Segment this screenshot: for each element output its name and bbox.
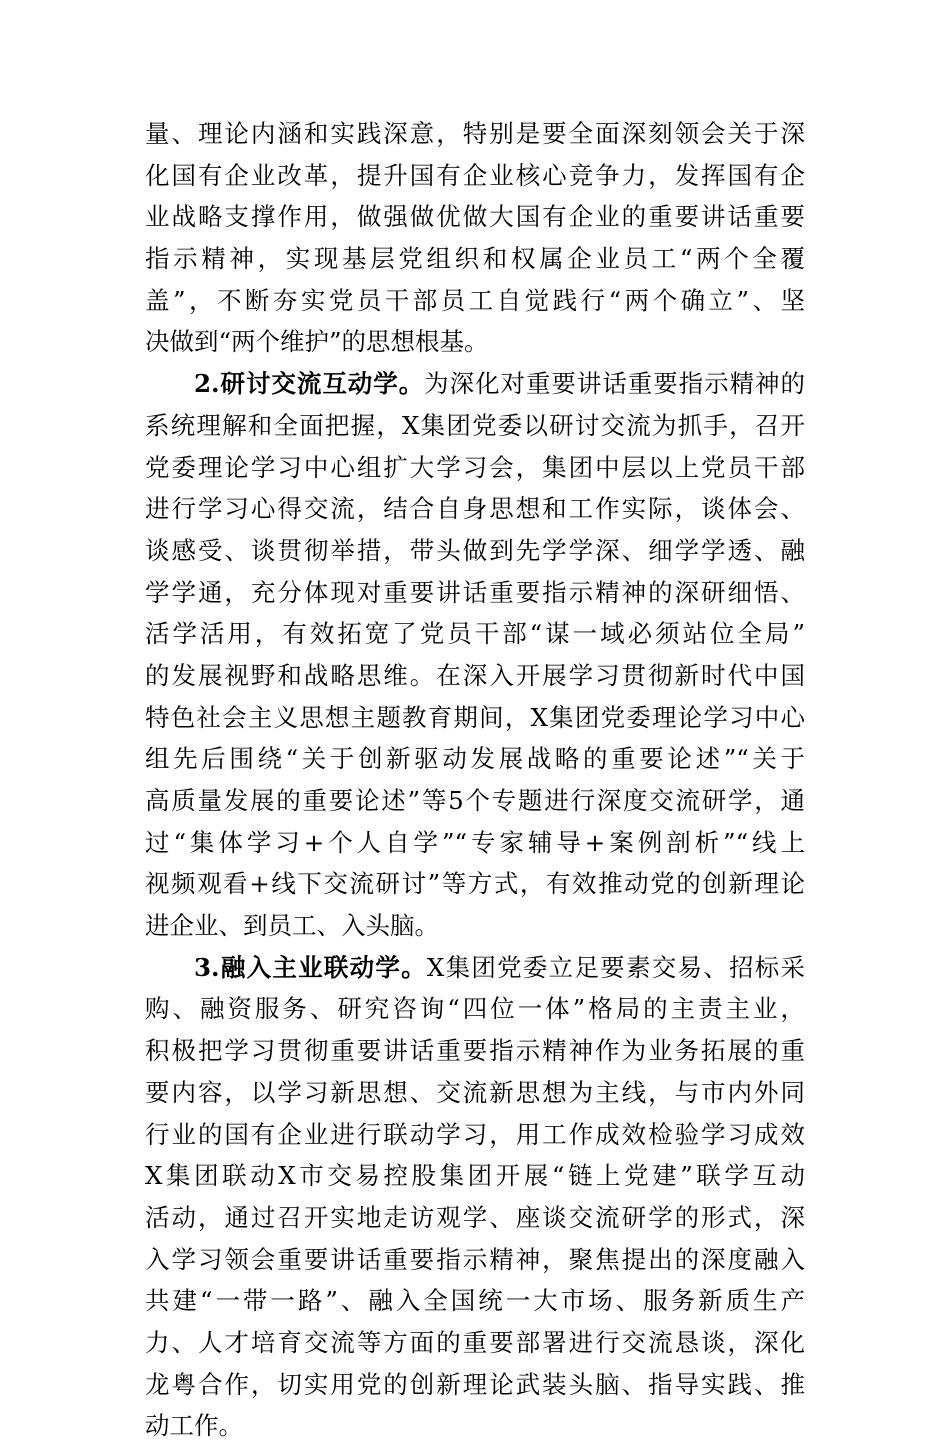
text-line: 谈感受、谈贯彻举措，带头做到先学学深、细学学透、融	[145, 535, 805, 565]
text-line: 决做到“两个维护”的思想根基。	[145, 327, 489, 357]
text-line: 视频观看+线下交流研讨”等方式，有效推动党的创新理论	[145, 869, 805, 899]
text-line: 购、融资服务、研究咨询“四位一体”格局的主责主业，	[145, 994, 805, 1024]
text-line: 龙粤合作，切实用党的创新理论武装头脑、指导实践、推	[145, 1369, 805, 1399]
text-line: 进行学习心得交流，结合自身思想和工作实际，谈体会、	[145, 494, 805, 524]
text-line: 特色社会主义思想主题教育期间，X集团党委理论学习中心	[145, 702, 805, 732]
text-line: 要内容，以学习新思想、交流新思想为主线，与市内外同	[145, 1077, 805, 1107]
text-line: 过“集体学习+个人自学”“专家辅导+案例剖析”“线上	[145, 827, 805, 857]
text-line: 的发展视野和战略思维。在深入开展学习贯彻新时代中国	[145, 660, 805, 690]
paragraph-heading: 2.研讨交流互动学。	[194, 369, 425, 399]
text-line-content: X集团党委立足要素交易、招标采	[426, 952, 805, 982]
text-line-content: 为深化对重要讲话重要指示精神的	[424, 369, 805, 399]
text-line: 行业的国有企业进行联动学习，用工作成效检验学习成效	[145, 1119, 805, 1149]
text-line: 进企业、到员工、入头脑。	[145, 911, 439, 941]
text-line: 盖”，不断夯实党员干部员工自觉践行“两个确立”、坚	[145, 285, 805, 315]
document-page	[145, 113, 805, 1447]
text-line: 党委理论学习中心组扩大学习会，集团中层以上党员干部	[145, 452, 805, 482]
paragraph-heading: 3.融入主业联动学。	[194, 952, 427, 982]
text-line: 高质量发展的重要论述”等5个专题进行深度交流研学，通	[145, 786, 805, 815]
text-line: 量、理论内涵和实践深意，特别是要全面深刻领会关于深	[145, 119, 805, 148]
text-line: 积极把学习贯彻重要讲话重要指示精神作为业务拓展的重	[145, 1036, 805, 1066]
text-line: 共建“一带一路”、融入全国统一大市场、服务新质生产	[145, 1286, 805, 1316]
text-line	[145, 947, 805, 989]
text-line: 力、人才培育交流等方面的重要部署进行交流恳谈，深化	[145, 1327, 805, 1357]
paragraph-3	[145, 947, 805, 1447]
text-line: 系统理解和全面把握，X集团党委以研讨交流为抓手，召开	[145, 410, 805, 440]
text-line: 入学习领会重要讲话重要指示精神，聚焦提出的深度融入	[145, 1244, 805, 1274]
text-line: 活学活用，有效拓宽了党员干部“谋一域必须站位全局”	[145, 619, 805, 649]
text-line: 组先后围绕“关于创新驱动发展战略的重要论述”“关于	[145, 744, 805, 774]
paragraph-2	[145, 363, 805, 947]
text-line: 化国有企业改革，提升国有企业核心竞争力，发挥国有企	[145, 160, 805, 190]
text-line: X集团联动X市交易控股集团开展“链上党建”联学互动	[145, 1161, 805, 1191]
text-line: 指示精神，实现基层党组织和权属企业员工“两个全覆	[145, 244, 805, 274]
paragraph-1	[145, 113, 805, 363]
text-line: 学学通，充分体现对重要讲话重要指示精神的深研细悟、	[145, 577, 805, 607]
text-line: 业战略支撑作用，做强做优做大国有企业的重要讲话重要	[145, 202, 805, 232]
text-line: 动工作。	[145, 1411, 243, 1441]
text-line	[145, 363, 805, 405]
text-line: 活动，通过召开实地走访观学、座谈交流研学的形式，深	[145, 1202, 805, 1232]
